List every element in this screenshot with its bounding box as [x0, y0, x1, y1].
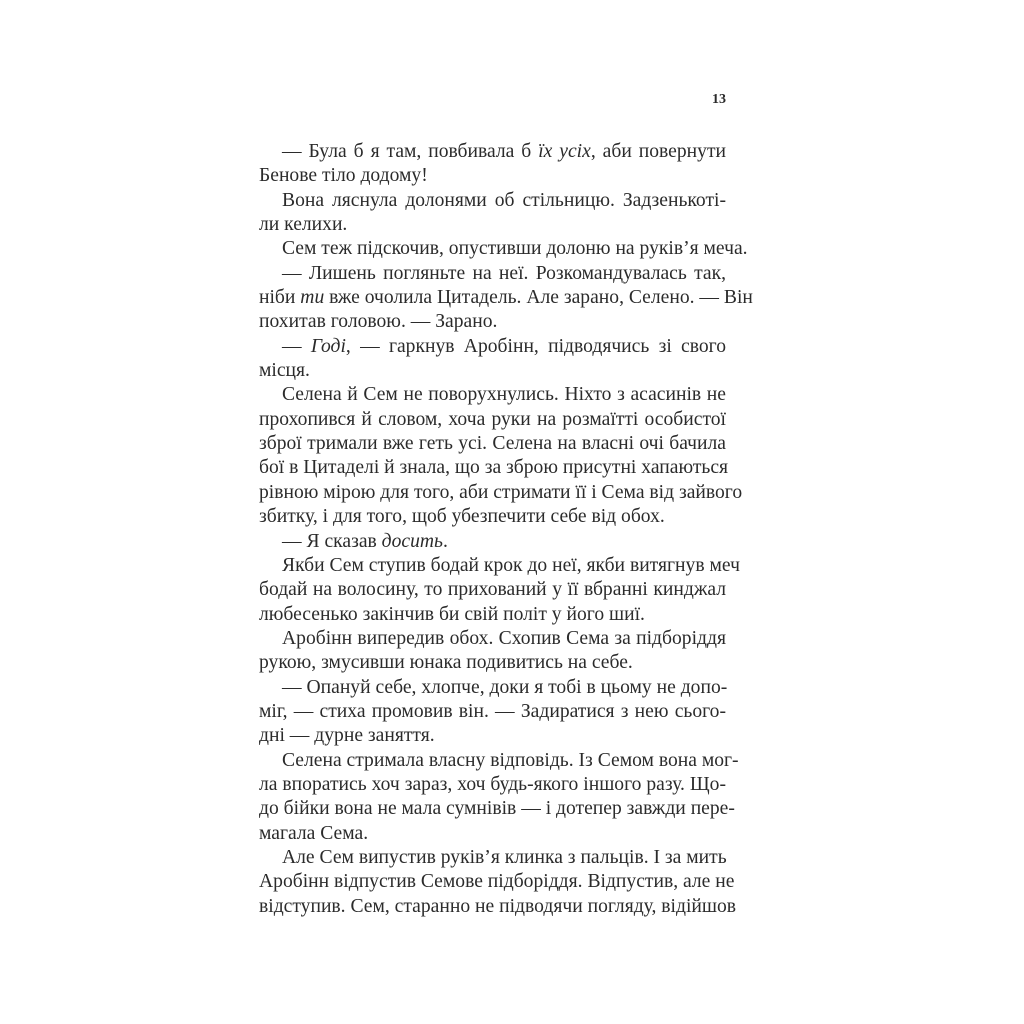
text-line: [259, 140, 726, 164]
text-line: [259, 310, 726, 334]
text-run: — Я сказав: [282, 530, 382, 552]
text-line: [259, 164, 726, 188]
text-line: [259, 895, 737, 919]
text-run: ніби: [259, 287, 301, 309]
text-line: [259, 797, 735, 821]
text-run: до бійки вона не мала сумнівів — і дотепер завжди пере-: [259, 798, 735, 820]
text-run: зброї тримали вже геть усі. Селена на власні очі бачила: [259, 433, 726, 455]
text-run: бодай на волосину, то прихований у її вбранні кинджал: [259, 579, 726, 601]
emphasis-text: досить: [381, 530, 443, 552]
text-run: прохопився й словом, хоча руки на розмаїтті особистої: [259, 408, 726, 430]
text-run: , аби повернути: [590, 141, 726, 162]
text-run: міг, — стиха промовив він. — Задиратися з нею сього-: [259, 700, 726, 722]
text-line: [259, 724, 726, 748]
text-run: Селена стримала власну відповідь. Із Семом вона мог-: [282, 749, 739, 771]
text-line: [259, 359, 726, 383]
text-run: ли келихи.: [259, 214, 348, 236]
text-run: Бенове тіло додому!: [259, 165, 428, 187]
text-run: збитку, і для того, щоб убезпечити себе від обох.: [259, 506, 665, 528]
text-run: Сем теж підскочив, опустивши долоню на руків’я меча.: [282, 238, 748, 260]
text-run: вже очолила Цитадель. Але зарано, Селено. — Він: [324, 287, 753, 309]
text-line: [259, 408, 726, 432]
text-line: [259, 773, 726, 797]
text-line: [259, 822, 726, 846]
text-run: любесенько закінчив би свій політ у його шиї.: [259, 603, 645, 625]
text-run: — Лишень погляньте на неї. Розкомандувалась так,: [282, 262, 726, 284]
text-run: місця.: [259, 360, 310, 382]
text-run: , — гаркнув Аробінн, підводячись зі свого: [345, 335, 726, 357]
text-run: — Була б я там, повбивала б: [282, 141, 539, 162]
text-line: [259, 530, 726, 554]
text-run: Селена й Сем не поворухнулись. Ніхто з асасинів не: [282, 384, 726, 406]
text-run: Аробінн відпустив Семове підборіддя. Відпустив, але не: [259, 871, 735, 893]
text-line: [259, 749, 739, 773]
text-line: [259, 383, 726, 407]
page-number: 13: [712, 92, 726, 107]
emphasis-text: ти: [300, 287, 325, 309]
text-run: відступив. Сем, старанно не підводячи погляду, відійшов: [259, 895, 737, 917]
text-line: [259, 846, 726, 870]
text-run: Але Сем випустив руків’я клинка з пальців. І за мить: [282, 846, 727, 868]
text-line: [259, 554, 740, 578]
text-run: дні — дурне заняття.: [259, 725, 435, 747]
text-run: ла впоратись хоч зараз, хоч будь-якого іншого разу. Що-: [259, 773, 726, 795]
text-line: [259, 335, 726, 359]
text-run: —: [282, 335, 311, 357]
text-line: [259, 481, 743, 505]
text-line: [259, 651, 726, 675]
emphasis-text: Годі: [310, 335, 346, 357]
text-line: [259, 456, 729, 480]
text-run: рукою, змусивши юнака подивитись на себе.: [259, 652, 633, 674]
text-run: Аробінн випередив обох. Схопив Сема за підборіддя: [282, 627, 726, 649]
text-line: [259, 700, 726, 724]
emphasis-text: їх усіх: [538, 141, 591, 162]
text-run: Якби Сем ступив бодай крок до неї, якби витягнув меч: [282, 554, 740, 576]
text-line: [259, 262, 726, 286]
text-line: [259, 286, 753, 310]
text-line: [259, 505, 726, 529]
text-line: [259, 627, 726, 651]
text-line: [259, 189, 726, 213]
text-run: — Опануй себе, хлопче, доки я тобі в цьому не допо-: [282, 676, 728, 698]
text-line: [259, 870, 735, 894]
text-run: рівною мірою для того, аби стримати її і Сема від зайвого: [259, 481, 743, 503]
text-line: [259, 578, 726, 602]
text-line: [259, 237, 748, 261]
text-line: [259, 603, 726, 627]
text-line: [259, 676, 726, 700]
text-line: [259, 432, 726, 456]
text-run: .: [442, 530, 448, 552]
text-run: магала Сема.: [259, 822, 369, 844]
body-text: [259, 140, 753, 919]
text-run: похитав головою. — Зарано.: [259, 311, 498, 333]
text-run: бої в Цитаделі й знала, що за зброю присутні хапаються: [259, 457, 729, 479]
text-line: [259, 213, 726, 237]
text-run: Вона ляснула долонями об стільницю. Задзенькоті-: [282, 189, 726, 211]
